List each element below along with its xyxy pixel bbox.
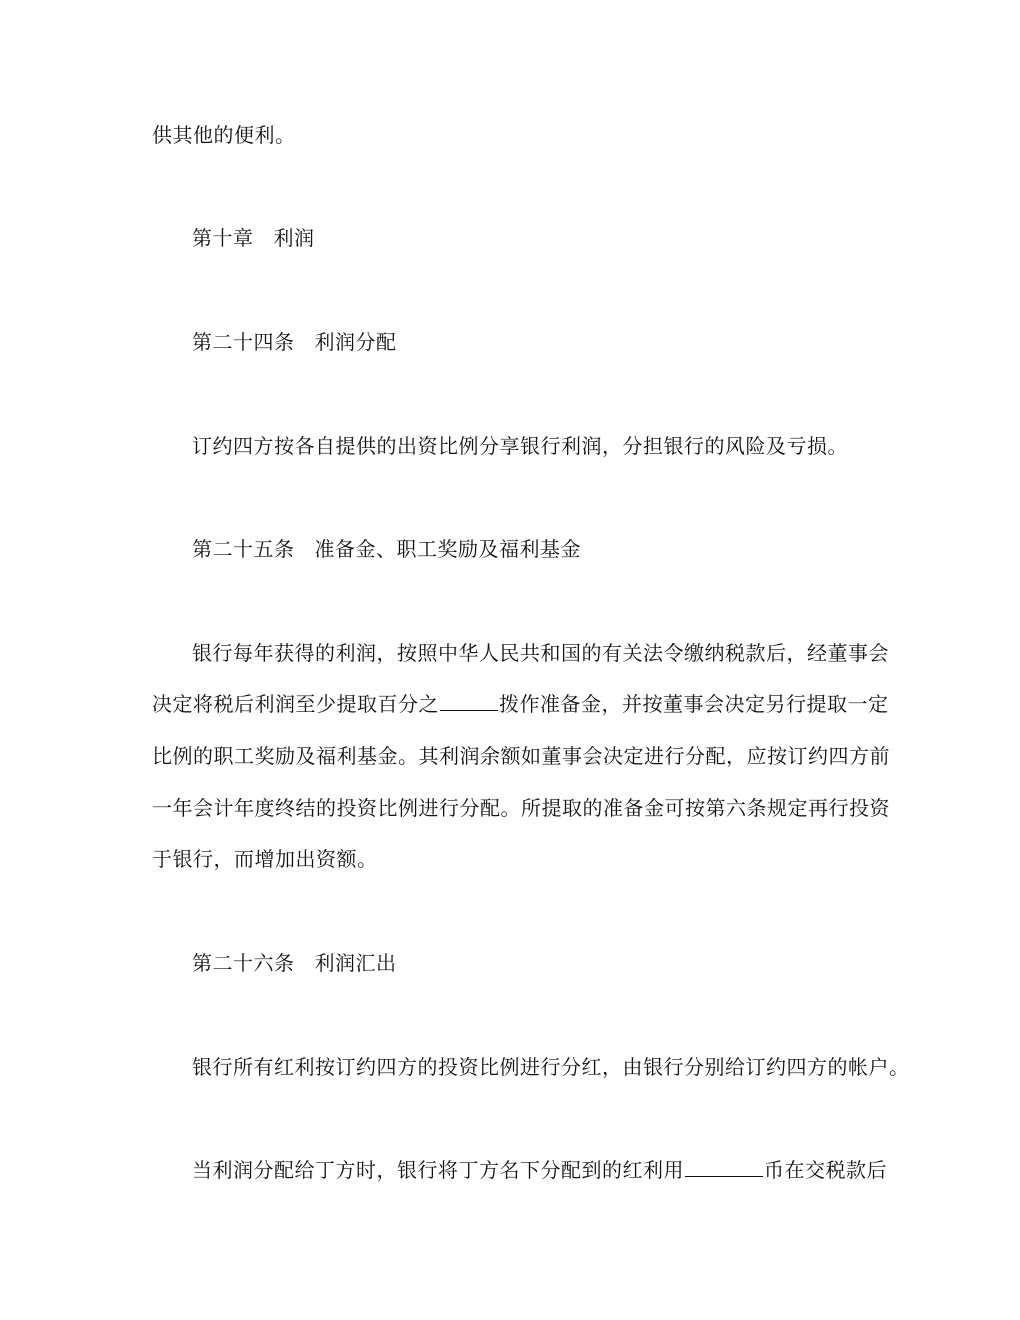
article-25-text-3: 比例的职工奖励及福利基金。其利润余额如董事会决定进行分配，应按订约四方前: [152, 744, 890, 768]
article-25-text-5: 于银行，而增加出资额。: [152, 847, 378, 871]
article-25-text-2a: 决定将税后利润至少提取百分之: [152, 692, 439, 716]
article-24-text: 订约四方按各自提供的出资比例分享银行利润，分担银行的风险及亏损。: [192, 434, 848, 458]
article-25-heading: [192, 537, 581, 561]
continued-line: [152, 123, 296, 147]
article-25-line-2: [152, 692, 889, 716]
article-24-body: [192, 434, 848, 458]
article-25-line-4: [152, 796, 890, 820]
blank-field-currency: [685, 1158, 763, 1177]
article-25-number: 第二十五条: [192, 537, 295, 561]
chapter-number: 第十章: [192, 226, 254, 250]
article-25-title: 准备金、职工奖励及福利基金: [314, 537, 581, 561]
article-26-line-1: [192, 1055, 910, 1079]
article-26-line-2: [192, 1158, 887, 1182]
article-25-line-1: [192, 641, 889, 665]
continued-text: 供其他的便利。: [152, 123, 296, 147]
article-24-number: 第二十四条: [192, 330, 295, 354]
chapter-title: 利润: [273, 226, 315, 250]
article-25-line-3: [152, 744, 890, 768]
article-25-text-2b: 拨作准备金，并按董事会决定另行提取一定: [499, 692, 889, 716]
article-26-number: 第二十六条: [192, 951, 295, 975]
article-25-text-4: 一年会计年度终结的投资比例进行分配。所提取的准备金可按第六条规定再行投资: [152, 796, 890, 820]
article-25-text-1: 银行每年获得的利润，按照中华人民共和国的有关法令缴纳税款后，经董事会: [192, 641, 889, 665]
article-24-title: 利润分配: [314, 330, 397, 354]
article-25-line-5: [152, 847, 378, 871]
article-26-heading: [192, 951, 397, 975]
article-26-text-2b: 币在交税款后: [764, 1158, 887, 1182]
article-26-text-1: 银行所有红利按订约四方的投资比例进行分红，由银行分别给订约四方的帐户。: [192, 1055, 910, 1079]
article-26-title: 利润汇出: [314, 951, 397, 975]
chapter-heading: [192, 226, 315, 250]
blank-field-percentage: [440, 692, 498, 711]
article-26-text-2a: 当利润分配给丁方时，银行将丁方名下分配到的红利用: [192, 1158, 684, 1182]
article-24-heading: [192, 330, 397, 354]
